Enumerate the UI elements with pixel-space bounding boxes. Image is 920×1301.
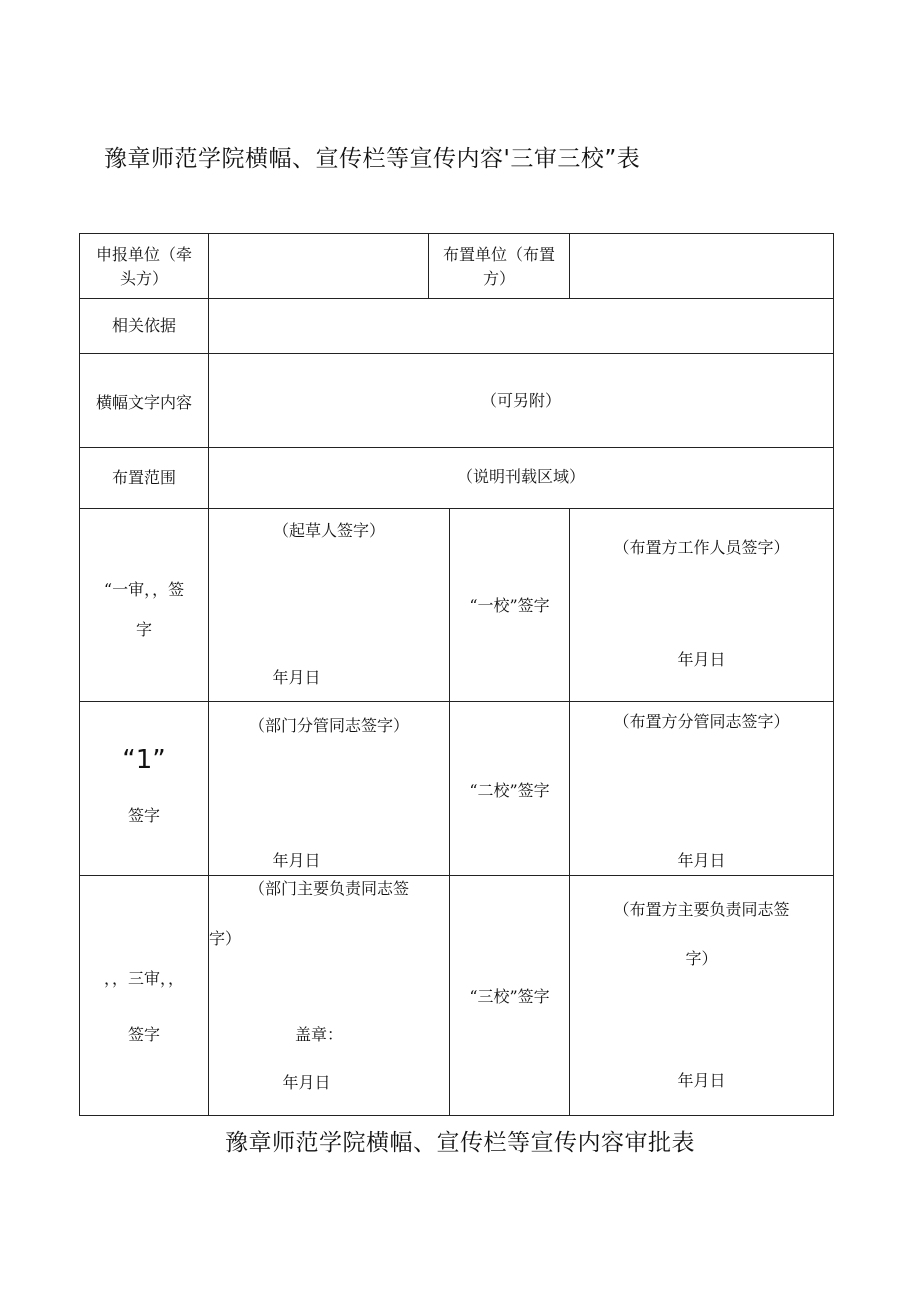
first-check-label: “一校”签字 <box>469 596 550 615</box>
first-review-date: 年月日 <box>272 668 321 687</box>
third-check-date: 年月日 <box>677 1071 726 1090</box>
third-review-sign-note: （部门主要负责同志签 字） <box>209 879 409 948</box>
second-check-note: （布置方分管同志签字） <box>613 712 790 731</box>
row-divider <box>79 875 834 876</box>
second-review-sign-note: （部门分管同志签字） <box>248 716 409 735</box>
first-check-note: （布置方工作人员签字） <box>613 538 790 557</box>
third-review-seal: 盖章： <box>294 1025 343 1044</box>
third-check-note: （布置方主要负责同志签 字） <box>613 900 790 968</box>
second-check-date: 年月日 <box>677 851 726 870</box>
banner-text-label: 横幅文字内容 <box>95 393 192 412</box>
column-divider <box>569 508 570 1116</box>
second-review-label: “1” 签字 <box>122 745 166 825</box>
row-divider <box>79 508 834 509</box>
second-check-label: “二校”签字 <box>469 781 550 800</box>
document-title: 豫章师范学院横幅、宣传栏等宣传内容'三审三校”表 <box>104 146 641 172</box>
scope-note: （说明刊载区域） <box>456 467 585 486</box>
third-review-label: ，，三审，， 签字 <box>103 969 184 1044</box>
table-border-right <box>833 233 834 1116</box>
first-check-date: 年月日 <box>677 650 726 669</box>
second-review-date: 年月日 <box>272 851 321 870</box>
row-divider <box>79 353 834 354</box>
banner-text-note: （可另附） <box>480 391 561 410</box>
third-check-label: “三校”签字 <box>469 987 550 1006</box>
placement-label: 布置单位（布置 方） <box>442 245 555 288</box>
first-review-label: “一审，，签 字 <box>103 580 185 639</box>
first-review-sign-note: （起草人签字） <box>272 521 385 540</box>
placement-value[interactable] <box>570 234 833 298</box>
row-divider <box>79 447 834 448</box>
scope-label: 布置范围 <box>111 468 176 487</box>
applicant-label: 申报单位（牵 头方） <box>95 245 192 288</box>
row-divider <box>79 701 834 702</box>
third-review-date: 年月日 <box>282 1073 331 1092</box>
basis-label: 相关依据 <box>111 316 176 335</box>
applicant-value[interactable] <box>209 234 428 298</box>
document-subtitle: 豫章师范学院横幅、宣传栏等宣传内容审批表 <box>225 1130 695 1156</box>
basis-value[interactable] <box>209 299 833 353</box>
table-border-bottom <box>79 1115 834 1116</box>
